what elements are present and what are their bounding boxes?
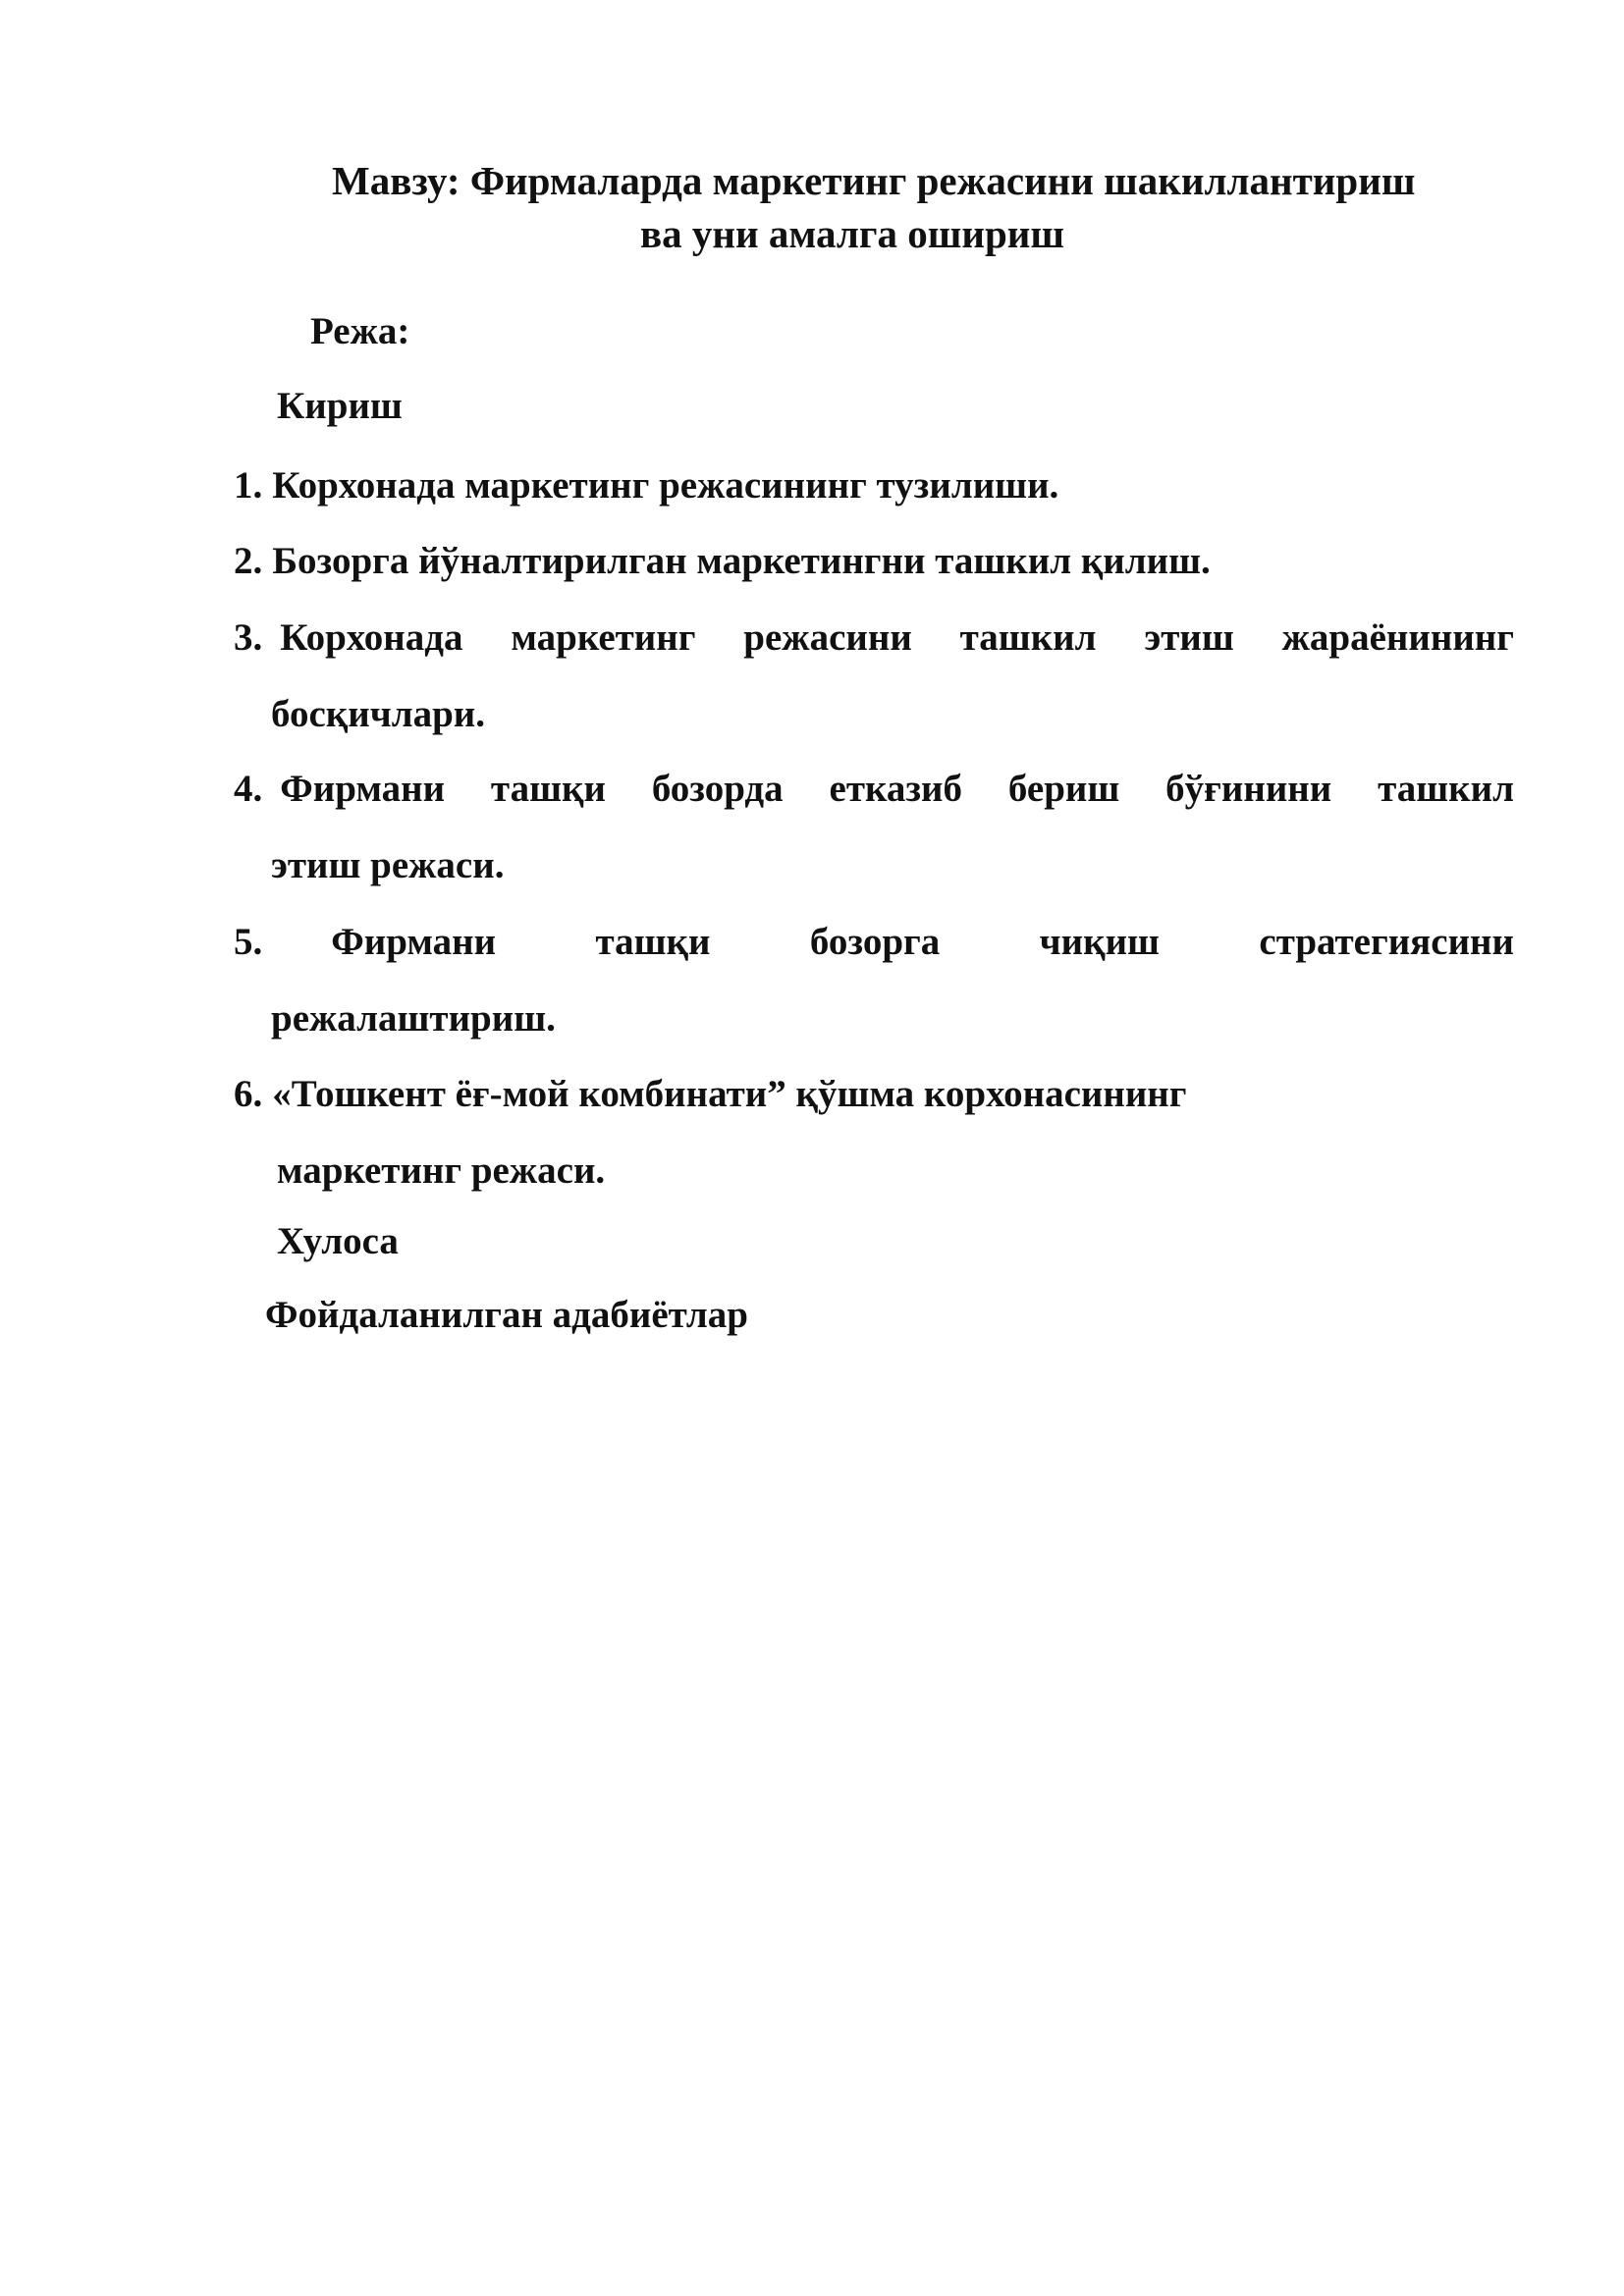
item-text: Фирмани ташқи бозорда етказиб бериш бўғинини ташкил — [280, 768, 1514, 810]
item-text: Корхонада маркетинг режасини ташкил этиш жараёнининг — [280, 616, 1514, 659]
item-text-continued: босқичлари. — [271, 693, 486, 735]
plan-item-1 — [234, 463, 1514, 507]
item-number: 1. — [234, 464, 263, 507]
item-number: 4. — [234, 768, 263, 810]
conclusion-item: Хулоса — [277, 1220, 399, 1262]
plan-item-3 — [234, 615, 1514, 735]
intro-item: Кириш — [277, 385, 403, 427]
plan-item-2 — [234, 539, 1514, 583]
title-line-1: Мавзу: Фирмаларда маркетинг режасини шакиллантириш — [332, 158, 1416, 203]
item-text: Корхонада маркетинг режасининг тузилиши. — [272, 464, 1059, 507]
title-line-2: ва уни амалга ошириш — [640, 211, 1065, 256]
plan-item-6 — [234, 1072, 1514, 1192]
item-number: 5. — [234, 921, 263, 963]
item-text: «Тошкент ёғ-мой комбинати” қўшма корхонасининг — [272, 1073, 1187, 1115]
plan-heading: Режа: — [310, 310, 410, 352]
item-text-continued: режалаштириш. — [271, 997, 556, 1040]
plan-item-4 — [234, 767, 1514, 886]
item-text-continued: маркетинг режаси. — [277, 1149, 606, 1192]
item-number: 2. — [234, 540, 263, 582]
plan-item-5 — [234, 920, 1514, 1040]
item-text-continued: этиш режаси. — [271, 844, 505, 886]
item-number: 3. — [234, 616, 263, 659]
literature-item: Фойдаланилган адабиётлар — [265, 1294, 748, 1336]
item-number: 6. — [234, 1073, 263, 1115]
item-text: Бозорга йўналтирилган маркетингни ташкил қилиш. — [272, 540, 1211, 582]
item-text: Фирмани ташқи бозорга чиқиш стратегиясини — [331, 921, 1514, 963]
